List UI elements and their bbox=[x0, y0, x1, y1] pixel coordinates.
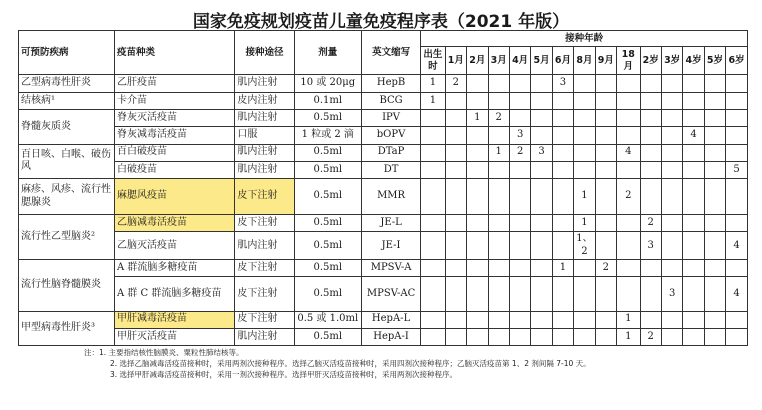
dose-number-cell bbox=[552, 110, 573, 127]
dose-number-cell bbox=[683, 161, 704, 178]
dose-number-cell bbox=[640, 260, 661, 277]
table-row bbox=[19, 277, 748, 311]
dose-number-cell bbox=[574, 75, 595, 93]
vaccine-cell: 麻腮风疫苗 bbox=[114, 178, 234, 214]
dose-number-cell bbox=[445, 260, 466, 277]
dose-number-cell bbox=[683, 215, 704, 232]
age-header-cell: 4月 bbox=[509, 47, 530, 75]
dose-cell: 0.5ml bbox=[294, 161, 361, 178]
dose-number-cell bbox=[640, 311, 661, 328]
dose-number-cell bbox=[661, 93, 682, 110]
dose-number-cell bbox=[509, 215, 530, 232]
dose-number-cell bbox=[726, 93, 748, 110]
dose-number-cell bbox=[531, 277, 552, 311]
dose-number-cell: 3 bbox=[640, 232, 661, 260]
dose-number-cell: 2 bbox=[509, 144, 530, 161]
dose-number-cell: 2 bbox=[617, 178, 640, 214]
dose-number-cell bbox=[531, 178, 552, 214]
dose-number-cell bbox=[683, 144, 704, 161]
dose-number-cell bbox=[661, 144, 682, 161]
dose-number-cell bbox=[552, 161, 573, 178]
route-cell: 肌内注射 bbox=[235, 144, 294, 161]
dose-number-cell bbox=[574, 161, 595, 178]
dose-number-cell bbox=[531, 260, 552, 277]
footnote-2: 2. 选择乙脑减毒活疫苗接种时，采用两剂次接种程序。选择乙脑灭活疫苗接种时，采用四剂次接种程序；乙脑灭活疫苗第 1、2 剂间隔 7-10 天。 bbox=[110, 359, 591, 368]
header-route: 接种途径 bbox=[235, 31, 294, 75]
dose-number-cell bbox=[467, 178, 488, 214]
dose-number-cell bbox=[595, 127, 616, 144]
dose-number-cell bbox=[421, 232, 445, 260]
disease-cell: 流行性脑脊髓膜炎 bbox=[19, 260, 115, 311]
route-cell: 皮下注射 bbox=[235, 277, 294, 311]
dose-number-cell bbox=[488, 232, 509, 260]
dose-number-cell bbox=[726, 215, 748, 232]
footnotes bbox=[84, 347, 754, 380]
dose-number-cell bbox=[531, 161, 552, 178]
dose-number-cell: 1 bbox=[488, 144, 509, 161]
dose-cell: 0.1ml bbox=[294, 93, 361, 110]
dose-number-cell bbox=[661, 260, 682, 277]
dose-number-cell bbox=[509, 178, 530, 214]
dose-number-cell bbox=[683, 311, 704, 328]
route-cell: 肌内注射 bbox=[235, 75, 294, 93]
dose-number-cell bbox=[509, 328, 530, 345]
dose-number-cell bbox=[661, 110, 682, 127]
dose-number-cell bbox=[640, 127, 661, 144]
vaccine-cell: 卡介苗 bbox=[114, 93, 234, 110]
age-header-cell: 18月 bbox=[617, 47, 640, 75]
abbr-cell: JE-L bbox=[361, 215, 420, 232]
vaccine-cell: 乙脑减毒活疫苗 bbox=[114, 215, 234, 232]
table-row bbox=[19, 232, 748, 260]
dose-number-cell: 2 bbox=[445, 75, 466, 93]
vaccine-cell: A 群流脑多糖疫苗 bbox=[114, 260, 234, 277]
route-cell: 皮下注射 bbox=[235, 215, 294, 232]
age-header-cell: 4岁 bbox=[683, 47, 704, 75]
dose-number-cell bbox=[445, 215, 466, 232]
dose-number-cell bbox=[509, 161, 530, 178]
dose-number-cell bbox=[617, 161, 640, 178]
dose-number-cell bbox=[704, 277, 725, 311]
dose-number-cell bbox=[595, 328, 616, 345]
dose-number-cell bbox=[595, 215, 616, 232]
age-header-cell: 2岁 bbox=[640, 47, 661, 75]
dose-number-cell bbox=[640, 110, 661, 127]
dose-number-cell bbox=[617, 215, 640, 232]
header-dose: 剂量 bbox=[294, 31, 361, 75]
dose-number-cell: 2 bbox=[488, 110, 509, 127]
dose-number-cell bbox=[552, 277, 573, 311]
dose-number-cell bbox=[421, 328, 445, 345]
dose-number-cell bbox=[531, 75, 552, 93]
dose-number-cell bbox=[704, 127, 725, 144]
route-cell: 肌内注射 bbox=[235, 161, 294, 178]
dose-number-cell bbox=[445, 232, 466, 260]
dose-number-cell bbox=[595, 311, 616, 328]
vaccine-cell: 乙肝疫苗 bbox=[114, 75, 234, 93]
dose-number-cell bbox=[531, 311, 552, 328]
dose-number-cell bbox=[661, 127, 682, 144]
dose-number-cell bbox=[552, 127, 573, 144]
vaccine-cell: A 群 C 群流脑多糖疫苗 bbox=[114, 277, 234, 311]
dose-number-cell bbox=[488, 161, 509, 178]
age-header-cell: 5月 bbox=[531, 47, 552, 75]
dose-number-cell bbox=[726, 178, 748, 214]
dose-number-cell bbox=[552, 93, 573, 110]
table-row bbox=[19, 178, 748, 214]
dose-cell: 0.5ml bbox=[294, 277, 361, 311]
dose-number-cell bbox=[661, 215, 682, 232]
dose-number-cell bbox=[574, 277, 595, 311]
table-row bbox=[19, 328, 748, 345]
dose-number-cell: 1 bbox=[574, 178, 595, 214]
dose-number-cell bbox=[421, 215, 445, 232]
table-row bbox=[19, 215, 748, 232]
disease-cell: 甲型病毒性肝炎³ bbox=[19, 311, 115, 345]
dose-number-cell bbox=[467, 144, 488, 161]
vaccine-cell: 乙脑灭活疫苗 bbox=[114, 232, 234, 260]
dose-number-cell: 3 bbox=[552, 75, 573, 93]
age-header-cell: 出生时 bbox=[421, 47, 445, 75]
abbr-cell: MMR bbox=[361, 178, 420, 214]
dose-number-cell bbox=[661, 161, 682, 178]
dose-number-cell bbox=[595, 232, 616, 260]
dose-number-cell bbox=[445, 110, 466, 127]
dose-cell: 0.5ml bbox=[294, 144, 361, 161]
dose-number-cell bbox=[421, 178, 445, 214]
footnote-1: 注：1. 主要指结核性脑膜炎、粟粒性肺结核等。 bbox=[84, 348, 244, 357]
dose-number-cell bbox=[531, 93, 552, 110]
table-row bbox=[19, 260, 748, 277]
abbr-cell: IPV bbox=[361, 110, 420, 127]
dose-number-cell bbox=[683, 178, 704, 214]
abbr-cell: MPSV-A bbox=[361, 260, 420, 277]
disease-cell: 流行性乙型脑炎² bbox=[19, 215, 115, 260]
dose-number-cell: 1 bbox=[617, 328, 640, 345]
dose-number-cell bbox=[726, 328, 748, 345]
dose-number-cell bbox=[595, 110, 616, 127]
abbr-cell: HepA-I bbox=[361, 328, 420, 345]
dose-number-cell bbox=[467, 277, 488, 311]
dose-number-cell bbox=[421, 311, 445, 328]
dose-number-cell bbox=[617, 127, 640, 144]
dose-number-cell bbox=[467, 75, 488, 93]
abbr-cell: HepB bbox=[361, 75, 420, 93]
dose-number-cell: 3 bbox=[509, 127, 530, 144]
disease-cell: 麻疹、风疹、流行性腮腺炎 bbox=[19, 178, 115, 214]
dose-number-cell: 2 bbox=[595, 260, 616, 277]
dose-number-cell bbox=[445, 277, 466, 311]
abbr-cell: DTaP bbox=[361, 144, 420, 161]
dose-number-cell bbox=[509, 110, 530, 127]
dose-number-cell: 1、2 bbox=[574, 232, 595, 260]
dose-number-cell bbox=[661, 178, 682, 214]
dose-number-cell: 1 bbox=[552, 260, 573, 277]
disease-cell: 脊髓灰质炎 bbox=[19, 110, 115, 144]
dose-number-cell bbox=[509, 311, 530, 328]
dose-number-cell bbox=[574, 93, 595, 110]
vaccine-cell: 甲肝减毒活疫苗 bbox=[114, 311, 234, 328]
dose-number-cell bbox=[704, 75, 725, 93]
dose-number-cell bbox=[509, 75, 530, 93]
abbr-cell: JE-I bbox=[361, 232, 420, 260]
route-cell: 皮内注射 bbox=[235, 93, 294, 110]
dose-number-cell bbox=[683, 93, 704, 110]
dose-number-cell bbox=[488, 215, 509, 232]
dose-number-cell bbox=[467, 93, 488, 110]
table-row bbox=[19, 144, 748, 161]
dose-number-cell: 2 bbox=[640, 215, 661, 232]
dose-number-cell bbox=[617, 260, 640, 277]
dose-number-cell bbox=[704, 311, 725, 328]
dose-number-cell bbox=[445, 127, 466, 144]
dose-number-cell bbox=[726, 110, 748, 127]
dose-number-cell bbox=[467, 311, 488, 328]
dose-cell: 0.5 或 1.0ml bbox=[294, 311, 361, 328]
age-header-cell: 2月 bbox=[467, 47, 488, 75]
dose-number-cell bbox=[574, 127, 595, 144]
dose-number-cell bbox=[552, 328, 573, 345]
dose-number-cell: 2 bbox=[640, 328, 661, 345]
dose-number-cell bbox=[704, 178, 725, 214]
dose-number-cell bbox=[467, 127, 488, 144]
dose-number-cell bbox=[467, 161, 488, 178]
dose-number-cell: 1 bbox=[467, 110, 488, 127]
header-abbr: 英文缩写 bbox=[361, 31, 420, 75]
dose-number-cell bbox=[683, 232, 704, 260]
header-age-group: 接种年龄 bbox=[421, 31, 748, 47]
dose-number-cell bbox=[531, 215, 552, 232]
dose-number-cell bbox=[683, 75, 704, 93]
dose-number-cell bbox=[421, 110, 445, 127]
dose-number-cell bbox=[574, 328, 595, 345]
vaccine-cell: 脊灰减毒活疫苗 bbox=[114, 127, 234, 144]
dose-cell: 0.5ml bbox=[294, 260, 361, 277]
age-header-cell: 3岁 bbox=[661, 47, 682, 75]
dose-number-cell bbox=[661, 311, 682, 328]
dose-number-cell: 4 bbox=[617, 144, 640, 161]
table-row bbox=[19, 93, 748, 110]
dose-number-cell bbox=[595, 144, 616, 161]
dose-number-cell bbox=[488, 311, 509, 328]
age-header-cell: 6岁 bbox=[726, 47, 748, 75]
dose-number-cell bbox=[640, 161, 661, 178]
dose-number-cell bbox=[683, 110, 704, 127]
dose-cell: 0.5ml bbox=[294, 328, 361, 345]
dose-number-cell bbox=[661, 232, 682, 260]
route-cell: 口服 bbox=[235, 127, 294, 144]
age-header-cell: 5岁 bbox=[704, 47, 725, 75]
table-row bbox=[19, 127, 748, 144]
dose-number-cell bbox=[704, 144, 725, 161]
dose-cell: 0.5ml bbox=[294, 110, 361, 127]
dose-number-cell bbox=[421, 144, 445, 161]
dose-number-cell bbox=[421, 127, 445, 144]
table-row bbox=[19, 161, 748, 178]
dose-number-cell bbox=[445, 161, 466, 178]
dose-cell: 0.5ml bbox=[294, 232, 361, 260]
footnote-3: 3. 选择甲肝减毒活疫苗接种时，采用一剂次接种程序。选择甲肝灭活疫苗接种时，采用两剂次接种程序。 bbox=[110, 370, 458, 379]
dose-number-cell: 1 bbox=[574, 215, 595, 232]
dose-number-cell bbox=[421, 161, 445, 178]
dose-number-cell bbox=[726, 260, 748, 277]
disease-cell: 结核病¹ bbox=[19, 93, 115, 110]
dose-number-cell: 1 bbox=[421, 93, 445, 110]
dose-number-cell bbox=[552, 178, 573, 214]
dose-number-cell bbox=[661, 75, 682, 93]
dose-number-cell bbox=[726, 144, 748, 161]
abbr-cell: HepA-L bbox=[361, 311, 420, 328]
dose-number-cell bbox=[531, 328, 552, 345]
immunization-schedule-table bbox=[18, 30, 748, 346]
dose-number-cell bbox=[640, 277, 661, 311]
table-body bbox=[19, 75, 748, 346]
table-row bbox=[19, 311, 748, 328]
dose-number-cell: 3 bbox=[661, 277, 682, 311]
vaccine-cell: 脊灰灭活疫苗 bbox=[114, 110, 234, 127]
age-header-cell: 1月 bbox=[445, 47, 466, 75]
dose-number-cell bbox=[509, 260, 530, 277]
table-row bbox=[19, 75, 748, 93]
vaccine-cell: 百白破疫苗 bbox=[114, 144, 234, 161]
page-title: 国家免疫规划疫苗儿童免疫程序表（2021 年版） bbox=[192, 12, 570, 32]
dose-number-cell bbox=[683, 277, 704, 311]
dose-number-cell bbox=[445, 328, 466, 345]
abbr-cell: BCG bbox=[361, 93, 420, 110]
dose-number-cell bbox=[617, 232, 640, 260]
dose-cell: 10 或 20μg bbox=[294, 75, 361, 93]
route-cell: 皮下注射 bbox=[235, 178, 294, 214]
dose-number-cell bbox=[531, 232, 552, 260]
dose-number-cell bbox=[704, 215, 725, 232]
dose-number-cell bbox=[445, 93, 466, 110]
dose-number-cell bbox=[509, 93, 530, 110]
dose-number-cell bbox=[445, 311, 466, 328]
dose-number-cell bbox=[488, 260, 509, 277]
dose-number-cell bbox=[488, 93, 509, 110]
dose-number-cell bbox=[574, 144, 595, 161]
dose-number-cell bbox=[704, 161, 725, 178]
dose-number-cell bbox=[595, 75, 616, 93]
dose-number-cell: 4 bbox=[726, 232, 748, 260]
dose-number-cell bbox=[704, 260, 725, 277]
dose-number-cell bbox=[617, 110, 640, 127]
dose-number-cell bbox=[509, 232, 530, 260]
dose-number-cell bbox=[488, 328, 509, 345]
dose-number-cell: 1 bbox=[617, 311, 640, 328]
age-header-cell: 9月 bbox=[595, 47, 616, 75]
disease-cell: 乙型病毒性肝炎 bbox=[19, 75, 115, 93]
dose-number-cell bbox=[421, 260, 445, 277]
dose-number-cell bbox=[552, 215, 573, 232]
dose-number-cell bbox=[467, 215, 488, 232]
dose-number-cell bbox=[617, 277, 640, 311]
dose-number-cell bbox=[488, 277, 509, 311]
dose-number-cell bbox=[726, 311, 748, 328]
dose-number-cell bbox=[640, 75, 661, 93]
dose-number-cell bbox=[421, 277, 445, 311]
dose-number-cell: 4 bbox=[683, 127, 704, 144]
dose-number-cell bbox=[574, 110, 595, 127]
abbr-cell: DT bbox=[361, 161, 420, 178]
vaccine-cell: 白破疫苗 bbox=[114, 161, 234, 178]
dose-number-cell bbox=[640, 144, 661, 161]
dose-number-cell bbox=[467, 260, 488, 277]
dose-number-cell bbox=[683, 260, 704, 277]
age-header-cell: 3月 bbox=[488, 47, 509, 75]
abbr-cell: bOPV bbox=[361, 127, 420, 144]
dose-number-cell: 4 bbox=[726, 277, 748, 311]
route-cell: 皮下注射 bbox=[235, 311, 294, 328]
dose-number-cell bbox=[595, 161, 616, 178]
dose-number-cell bbox=[552, 144, 573, 161]
route-cell: 皮下注射 bbox=[235, 260, 294, 277]
dose-number-cell bbox=[704, 328, 725, 345]
dose-number-cell bbox=[704, 93, 725, 110]
dose-number-cell bbox=[640, 93, 661, 110]
dose-number-cell bbox=[704, 232, 725, 260]
disease-cell: 百日咳、白喉、破伤风 bbox=[19, 144, 115, 178]
dose-number-cell: 1 bbox=[421, 75, 445, 93]
abbr-cell: MPSV-AC bbox=[361, 277, 420, 311]
dose-number-cell bbox=[531, 110, 552, 127]
dose-number-cell bbox=[617, 93, 640, 110]
dose-number-cell bbox=[595, 277, 616, 311]
dose-number-cell bbox=[574, 311, 595, 328]
dose-cell: 0.5ml bbox=[294, 215, 361, 232]
dose-number-cell bbox=[467, 232, 488, 260]
header-disease: 可预防疾病 bbox=[19, 31, 115, 75]
dose-number-cell: 3 bbox=[531, 144, 552, 161]
dose-number-cell bbox=[445, 144, 466, 161]
dose-number-cell bbox=[467, 328, 488, 345]
dose-number-cell bbox=[704, 110, 725, 127]
header-vaccine: 疫苗种类 bbox=[114, 31, 234, 75]
dose-number-cell bbox=[552, 232, 573, 260]
table-row bbox=[19, 110, 748, 127]
dose-number-cell bbox=[531, 127, 552, 144]
vaccine-cell: 甲肝灭活疫苗 bbox=[114, 328, 234, 345]
route-cell: 肌内注射 bbox=[235, 232, 294, 260]
route-cell: 肌内注射 bbox=[235, 328, 294, 345]
dose-number-cell bbox=[488, 127, 509, 144]
dose-number-cell bbox=[683, 328, 704, 345]
dose-number-cell bbox=[552, 311, 573, 328]
dose-number-cell: 5 bbox=[726, 161, 748, 178]
dose-number-cell bbox=[595, 178, 616, 214]
dose-number-cell bbox=[726, 75, 748, 93]
age-header-cell: 6月 bbox=[552, 47, 573, 75]
dose-number-cell bbox=[661, 328, 682, 345]
dose-cell: 1 粒或 2 滴 bbox=[294, 127, 361, 144]
dose-number-cell bbox=[488, 75, 509, 93]
dose-number-cell bbox=[726, 127, 748, 144]
dose-number-cell bbox=[509, 277, 530, 311]
dose-number-cell bbox=[574, 260, 595, 277]
dose-number-cell bbox=[595, 93, 616, 110]
dose-number-cell bbox=[617, 75, 640, 93]
dose-number-cell bbox=[445, 178, 466, 214]
dose-number-cell bbox=[488, 178, 509, 214]
age-header-cell: 8月 bbox=[574, 47, 595, 75]
dose-cell: 0.5ml bbox=[294, 178, 361, 214]
dose-number-cell bbox=[640, 178, 661, 214]
route-cell: 肌内注射 bbox=[235, 110, 294, 127]
